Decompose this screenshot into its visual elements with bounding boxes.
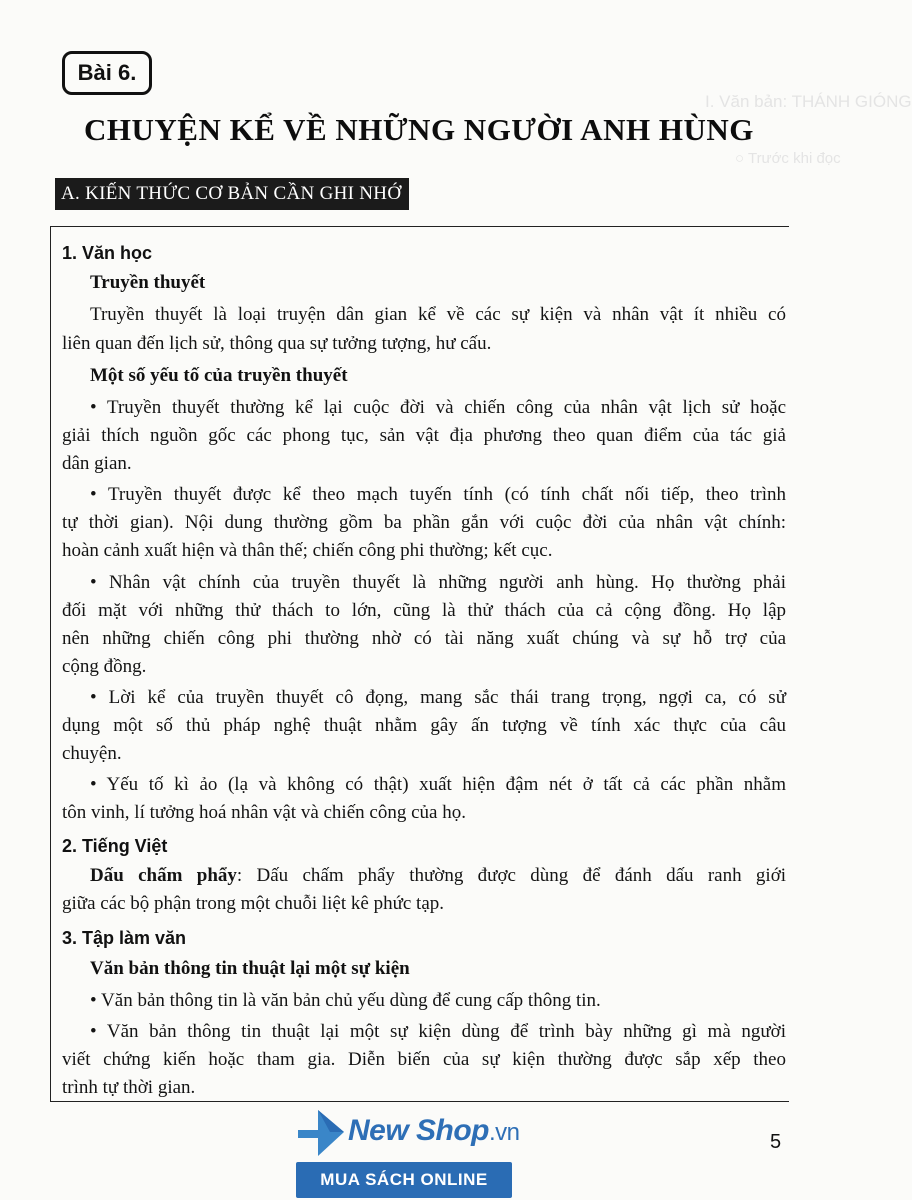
list-item-continuation: dân gian. [62,453,132,474]
list-item-continuation: đối mặt với những thử thách to lớn, cũng là thử thách của cả cộng đồng. Họ lập [62,600,786,621]
list-item: • Yếu tố kì ảo (lạ và không có thật) xuất hiện đậm nét ở tất cả các phần nhằm [90,774,786,795]
legend-genre-title: Truyền thuyết [90,272,206,293]
logo-name: New Shop [348,1114,490,1147]
semicolon-definition-line-1 [90,865,786,887]
semicolon-term: Dấu chấm phẩy [90,865,237,886]
list-item-continuation: viết chứng kiến hoặc tham gia. Diễn biến của sự kiện thường được sắp xếp theo [62,1049,786,1070]
list-item: • Truyền thuyết thường kể lại cuộc đời và chiến công của nhân vật lịch sử hoặc [90,397,786,418]
list-item: • Nhân vật chính của truyền thuyết là những người anh hùng. Họ thường phải [90,572,786,593]
lesson-number-badge: Bài 6. [62,51,152,95]
list-item-continuation: nên những chiến công phi thường nhờ có tài năng xuất chúng và sự hỗ trợ của [62,628,786,649]
list-item: • Văn bản thông tin là văn bản chủ yếu dùng để cung cấp thông tin. [90,990,601,1011]
list-item-continuation: trình tự thời gian. [62,1077,196,1098]
list-item-continuation: chuyện. [62,743,122,764]
logo-domain: .vn [489,1119,520,1146]
buy-online-banner: MUA SÁCH ONLINE [296,1162,512,1198]
list-item-continuation: giải thích nguồn gốc các phong tục, sản vật địa phương theo quan điểm của tác giả [62,425,786,446]
list-item: • Truyền thuyết được kể theo mạch tuyến tính (có tính chất nối tiếp, theo trình [90,484,786,505]
list-item-continuation: dụng một số thủ pháp nghệ thuật nhằm gây ấn tượng về tính xác thực của câu [62,715,786,736]
logo-wordmark [348,1114,520,1148]
list-item-continuation: tôn vinh, lí tưởng hoá nhân vật và chiến công của họ. [62,802,466,823]
newshop-logo [296,1108,520,1198]
writing-heading: 3. Tập làm văn [62,928,187,948]
list-item-continuation: cộng đồng. [62,656,147,677]
legend-definition-line-1: Truyền thuyết là loại truyện dân gian kể về các sự kiện và nhân vật ít nhiều có [90,304,786,325]
literature-heading: 1. Văn học [62,243,153,263]
legend-elements-title: Một số yếu tố của truyền thuyết [90,365,348,386]
section-a-heading: A. KIẾN THỨC CƠ BẢN CẦN GHI NHỚ [55,178,409,210]
arrow-icon [296,1108,348,1160]
list-item: • Lời kể của truyền thuyết cô đọng, mang sắc thái trang trọng, ngợi ca, có sử [90,687,786,708]
vietnamese-heading: 2. Tiếng Việt [62,836,168,856]
list-item-continuation: hoàn cảnh xuất hiện và thân thế; chiến công phi thường; kết cục. [62,540,553,561]
lesson-title: CHUYỆN KỂ VỀ NHỮNG NGƯỜI ANH HÙNG [84,112,754,147]
semicolon-definition-line-2: giữa các bộ phận trong một chuỗi liệt kê phức tạp. [62,893,445,914]
list-item: • Văn bản thông tin thuật lại một sự kiện dùng để trình bày những gì mà người [90,1021,786,1042]
page-number: 5 [770,1131,782,1153]
semicolon-definition-text: : Dấu chấm phẩy thường được dùng để đánh dấu ranh giới [236,865,787,886]
list-item-continuation: tự thời gian). Nội dung thường gồm ba phần gắn với cuộc đời của nhân vật chính: [62,512,786,533]
writing-topic-title: Văn bản thông tin thuật lại một sự kiện [90,958,410,979]
legend-definition-line-2: liên quan đến lịch sử, thông qua sự tưởng tượng, hư cấu. [62,333,492,354]
